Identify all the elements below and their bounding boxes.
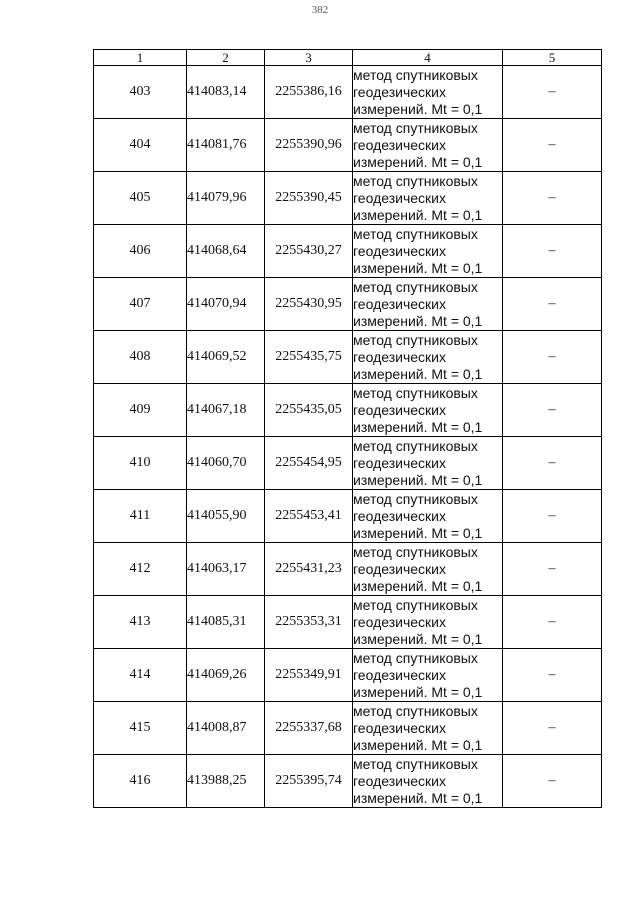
table-body [94,50,602,808]
method-line: метод спутниковых [353,172,478,189]
x-coordinate-cell: 414063,17 [187,543,265,596]
x-coordinate-cell: 414069,52 [187,331,265,384]
point-number-cell: 413 [94,596,187,649]
x-coordinate-cell: 414060,70 [187,437,265,490]
table-row [94,172,602,225]
note-cell: – [503,384,602,437]
x-coordinate-cell: 414079,96 [187,172,265,225]
method-cell [353,490,503,543]
y-coordinate-cell: 2255454,95 [265,437,353,490]
method-cell [353,278,503,331]
y-coordinate-cell: 2255435,05 [265,384,353,437]
method-line: измерений. Mt = 0,1 [353,153,483,170]
note-cell: – [503,490,602,543]
method-line: геодезических [353,454,446,471]
method-cell [353,437,503,490]
point-number-cell: 410 [94,437,187,490]
y-coordinate-cell: 2255435,75 [265,331,353,384]
method-line: измерений. Mt = 0,1 [353,789,483,806]
y-coordinate-cell: 2255430,27 [265,225,353,278]
x-coordinate-cell: 414070,94 [187,278,265,331]
column-header: 1 [94,50,187,66]
method-line: метод спутниковых [353,490,478,507]
method-line: измерений. Mt = 0,1 [353,683,483,700]
note-cell: – [503,702,602,755]
x-coordinate-cell: 414083,14 [187,66,265,119]
method-line: метод спутниковых [353,702,478,719]
note-cell: – [503,225,602,278]
method-line: метод спутниковых [353,596,478,613]
point-number-cell: 411 [94,490,187,543]
point-number-cell: 407 [94,278,187,331]
x-coordinate-cell: 414067,18 [187,384,265,437]
method-line: метод спутниковых [353,543,478,560]
method-cell [353,755,503,808]
method-line: метод спутниковых [353,649,478,666]
note-cell: – [503,119,602,172]
column-header: 5 [503,50,602,66]
method-line: измерений. Mt = 0,1 [353,577,483,594]
method-line: геодезических [353,136,446,153]
method-line: геодезических [353,401,446,418]
method-cell [353,225,503,278]
x-coordinate-cell: 414085,31 [187,596,265,649]
method-line: геодезических [353,189,446,206]
method-line: измерений. Mt = 0,1 [353,206,483,223]
method-line: измерений. Mt = 0,1 [353,418,483,435]
method-line: геодезических [353,666,446,683]
method-cell [353,702,503,755]
table-row [94,543,602,596]
method-line: геодезических [353,295,446,312]
point-number-cell: 414 [94,649,187,702]
x-coordinate-cell: 414068,64 [187,225,265,278]
note-cell: – [503,278,602,331]
table-row [94,437,602,490]
method-line: измерений. Mt = 0,1 [353,100,483,117]
method-line: метод спутниковых [353,278,478,295]
method-line: измерений. Mt = 0,1 [353,312,483,329]
point-number-cell: 412 [94,543,187,596]
x-coordinate-cell: 414081,76 [187,119,265,172]
method-line: геодезических [353,560,446,577]
method-line: метод спутниковых [353,755,478,772]
point-number-cell: 415 [94,702,187,755]
column-header: 3 [265,50,353,66]
y-coordinate-cell: 2255337,68 [265,702,353,755]
note-cell: – [503,172,602,225]
method-line: геодезических [353,242,446,259]
method-line: геодезических [353,772,446,789]
y-coordinate-cell: 2255453,41 [265,490,353,543]
table-header-row [94,50,602,66]
method-line: метод спутниковых [353,119,478,136]
method-line: метод спутниковых [353,66,478,83]
table-row [94,119,602,172]
column-header: 2 [187,50,265,66]
method-cell [353,172,503,225]
point-number-cell: 403 [94,66,187,119]
note-cell: – [503,331,602,384]
table-row [94,225,602,278]
point-number-cell: 416 [94,755,187,808]
method-line: геодезических [353,507,446,524]
method-cell [353,66,503,119]
table-row [94,702,602,755]
coordinates-table [93,49,602,808]
x-coordinate-cell: 414055,90 [187,490,265,543]
point-number-cell: 408 [94,331,187,384]
method-line: метод спутниковых [353,437,478,454]
method-line: геодезических [353,83,446,100]
table-row [94,278,602,331]
method-line: геодезических [353,613,446,630]
y-coordinate-cell: 2255353,31 [265,596,353,649]
y-coordinate-cell: 2255390,45 [265,172,353,225]
method-line: измерений. Mt = 0,1 [353,365,483,382]
method-line: измерений. Mt = 0,1 [353,630,483,647]
method-cell [353,384,503,437]
note-cell: – [503,755,602,808]
method-cell [353,649,503,702]
page-number: 382 [311,4,329,16]
table-row [94,490,602,543]
point-number-cell: 409 [94,384,187,437]
method-line: измерений. Mt = 0,1 [353,471,483,488]
method-line: геодезических [353,719,446,736]
method-line: метод спутниковых [353,331,478,348]
note-cell: – [503,596,602,649]
y-coordinate-cell: 2255395,74 [265,755,353,808]
x-coordinate-cell: 413988,25 [187,755,265,808]
point-number-cell: 404 [94,119,187,172]
method-cell [353,119,503,172]
y-coordinate-cell: 2255430,95 [265,278,353,331]
y-coordinate-cell: 2255386,16 [265,66,353,119]
method-line: геодезических [353,348,446,365]
method-cell [353,596,503,649]
x-coordinate-cell: 414008,87 [187,702,265,755]
note-cell: – [503,649,602,702]
method-cell [353,331,503,384]
note-cell: – [503,437,602,490]
method-line: метод спутниковых [353,225,478,242]
y-coordinate-cell: 2255390,96 [265,119,353,172]
table-row [94,755,602,808]
y-coordinate-cell: 2255349,91 [265,649,353,702]
method-line: измерений. Mt = 0,1 [353,259,483,276]
table-row [94,384,602,437]
point-number-cell: 405 [94,172,187,225]
y-coordinate-cell: 2255431,23 [265,543,353,596]
x-coordinate-cell: 414069,26 [187,649,265,702]
method-line: измерений. Mt = 0,1 [353,736,483,753]
column-header: 4 [353,50,503,66]
table-row [94,596,602,649]
table-row [94,66,602,119]
note-cell: – [503,66,602,119]
method-line: измерений. Mt = 0,1 [353,524,483,541]
method-line: метод спутниковых [353,384,478,401]
table-row [94,331,602,384]
point-number-cell: 406 [94,225,187,278]
note-cell: – [503,543,602,596]
table-row [94,649,602,702]
method-cell [353,543,503,596]
